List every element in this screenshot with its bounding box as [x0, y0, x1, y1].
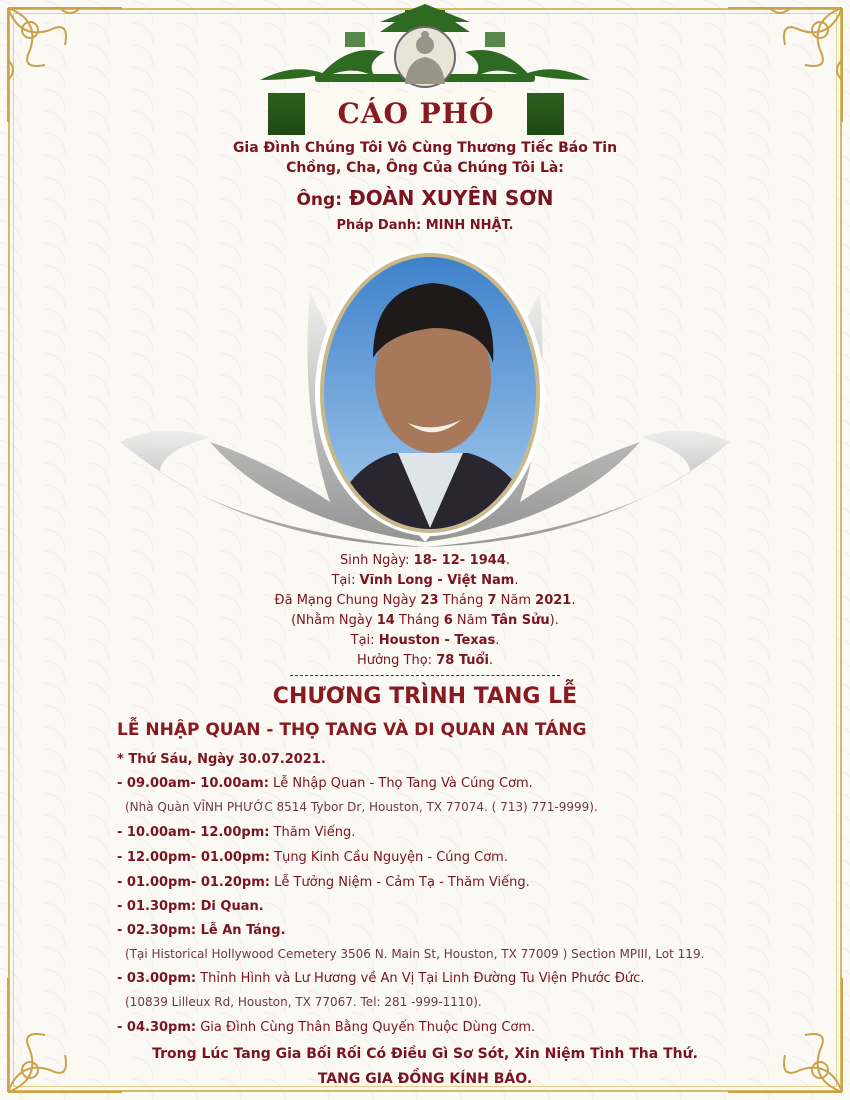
- page-title: CÁO PHÓ: [305, 93, 526, 135]
- intro-line-1: Gia Đình Chúng Tôi Vô Cùng Thương Tiếc Báo Tin: [232, 140, 618, 156]
- divider: [290, 675, 560, 676]
- schedule-item: - 01.00pm- 01.20pm: Lễ Tưởng Niệm - Cảm Tạ - Thăm Viếng.: [117, 875, 530, 890]
- program-subtitle: LỄ NHẬP QUAN - THỌ TANG VÀ DI QUAN AN TÁNG: [117, 720, 587, 740]
- deceased-name: ĐOÀN XUYÊN SƠN: [348, 186, 554, 210]
- program-date: * Thứ Sáu, Ngày 30.07.2021.: [117, 752, 326, 767]
- birth-label: Sinh Ngày:: [339, 553, 410, 568]
- age-line: Hưởng Thọ: 78 Tuổi.: [356, 653, 494, 668]
- lunar-date-line: (Nhằm Ngày 14 Tháng 6 Năm Tân Sửu).: [291, 613, 559, 628]
- death-place-line: Tại: Houston - Texas.: [350, 633, 500, 648]
- deceased-portrait: [313, 248, 548, 538]
- birth-place: Vĩnh Long - Việt Nam: [359, 573, 515, 588]
- age-label: Hưởng Thọ:: [356, 653, 433, 668]
- schedule-note: (Tại Historical Hollywood Cemetery 3506 N. Main St, Houston, TX 77009 ) Section MPIII, Lot 119.: [125, 947, 705, 961]
- deceased-name-line: [0, 186, 850, 210]
- corner-ornament-top-right: [720, 0, 850, 130]
- schedule-item: - 04.30pm: Gia Đình Cùng Thân Bằng Quyến Thuộc Dùng Cơm.: [117, 1020, 536, 1035]
- lunar-label: (Nhằm Ngày: [291, 613, 373, 628]
- schedule-item: - 01.30pm: Di Quan.: [117, 899, 264, 914]
- name-prefix: Ông:: [296, 190, 343, 210]
- program-title: CHƯƠNG TRÌNH TANG LỄ: [272, 684, 578, 709]
- birth-date-line: Sinh Ngày: 18- 12- 1944.: [339, 553, 511, 568]
- corner-ornament-top-left: [0, 0, 130, 130]
- death-day: 23: [420, 593, 439, 608]
- death-place: Houston - Texas: [378, 633, 496, 648]
- death-month: 7: [487, 593, 497, 608]
- death-month-label: Tháng: [442, 593, 484, 608]
- birth-place-line: Tại: Vĩnh Long - Việt Nam.: [331, 573, 519, 588]
- dharma-name: MINH NHẬT: [425, 218, 509, 233]
- lunar-day: 14: [376, 613, 395, 628]
- death-date-line: Đã Mạng Chung Ngày 23 Tháng 7 Năm 2021.: [274, 593, 576, 608]
- footer-signature-text: TANG GIA ĐỒNG KÍNH BÁO: [317, 1071, 527, 1087]
- schedule-item: - 02.30pm: Lễ An Táng.: [117, 923, 286, 938]
- schedule-note: (10839 Lilleux Rd, Houston, TX 77067. Tel: 281 -999-1110).: [125, 995, 482, 1009]
- dharma-name-line: Pháp Danh: MINH NHẬT.: [336, 218, 514, 233]
- title-banner: [268, 93, 564, 135]
- lunar-year: Tân Sửu: [491, 613, 550, 628]
- intro-line-2: Chồng, Cha, Ông Của Chúng Tôi Là:: [286, 160, 564, 176]
- death-year-label: Năm: [500, 593, 532, 608]
- death-year: 2021: [535, 593, 572, 608]
- schedule-item: - 03.00pm: Thỉnh Hình và Lư Hương về An Vị Tại Linh Đường Tu Viện Phước Đức.: [117, 971, 645, 986]
- birth-place-label: Tại:: [331, 573, 356, 588]
- lunar-month-label: Tháng: [398, 613, 440, 628]
- header-ornament: [255, 2, 595, 96]
- schedule-item: - 12.00pm- 01.00pm: Tụng Kinh Cầu Nguyện - Cúng Cơm.: [117, 850, 508, 865]
- death-label: Đã Mạng Chung Ngày: [274, 593, 417, 608]
- death-place-label: Tại:: [350, 633, 375, 648]
- schedule-note: (Nhà Quàn VĨNH PHƯỚC 8514 Tybor Dr, Houston, TX 77074. ( 713) 771-9999).: [125, 800, 598, 814]
- lunar-month: 6: [443, 613, 453, 628]
- footer-apology: Trong Lúc Tang Gia Bối Rối Có Điều Gì Sơ Sót, Xin Niệm Tình Tha Thứ.: [152, 1046, 698, 1062]
- schedule-item: - 09.00am- 10.00am: Lễ Nhập Quan - Thọ Tang Và Cúng Cơm.: [117, 776, 533, 791]
- age-value: 78 Tuổi: [436, 653, 489, 668]
- dharma-name-label: Pháp Danh:: [336, 218, 422, 233]
- footer-signature: TANG GIA ĐỒNG KÍNH BÁO.: [317, 1071, 533, 1087]
- lunar-year-label: Năm: [456, 613, 488, 628]
- schedule-item: - 10.00am- 12.00pm: Thăm Viếng.: [117, 825, 356, 840]
- birth-date: 18- 12- 1944: [413, 553, 506, 568]
